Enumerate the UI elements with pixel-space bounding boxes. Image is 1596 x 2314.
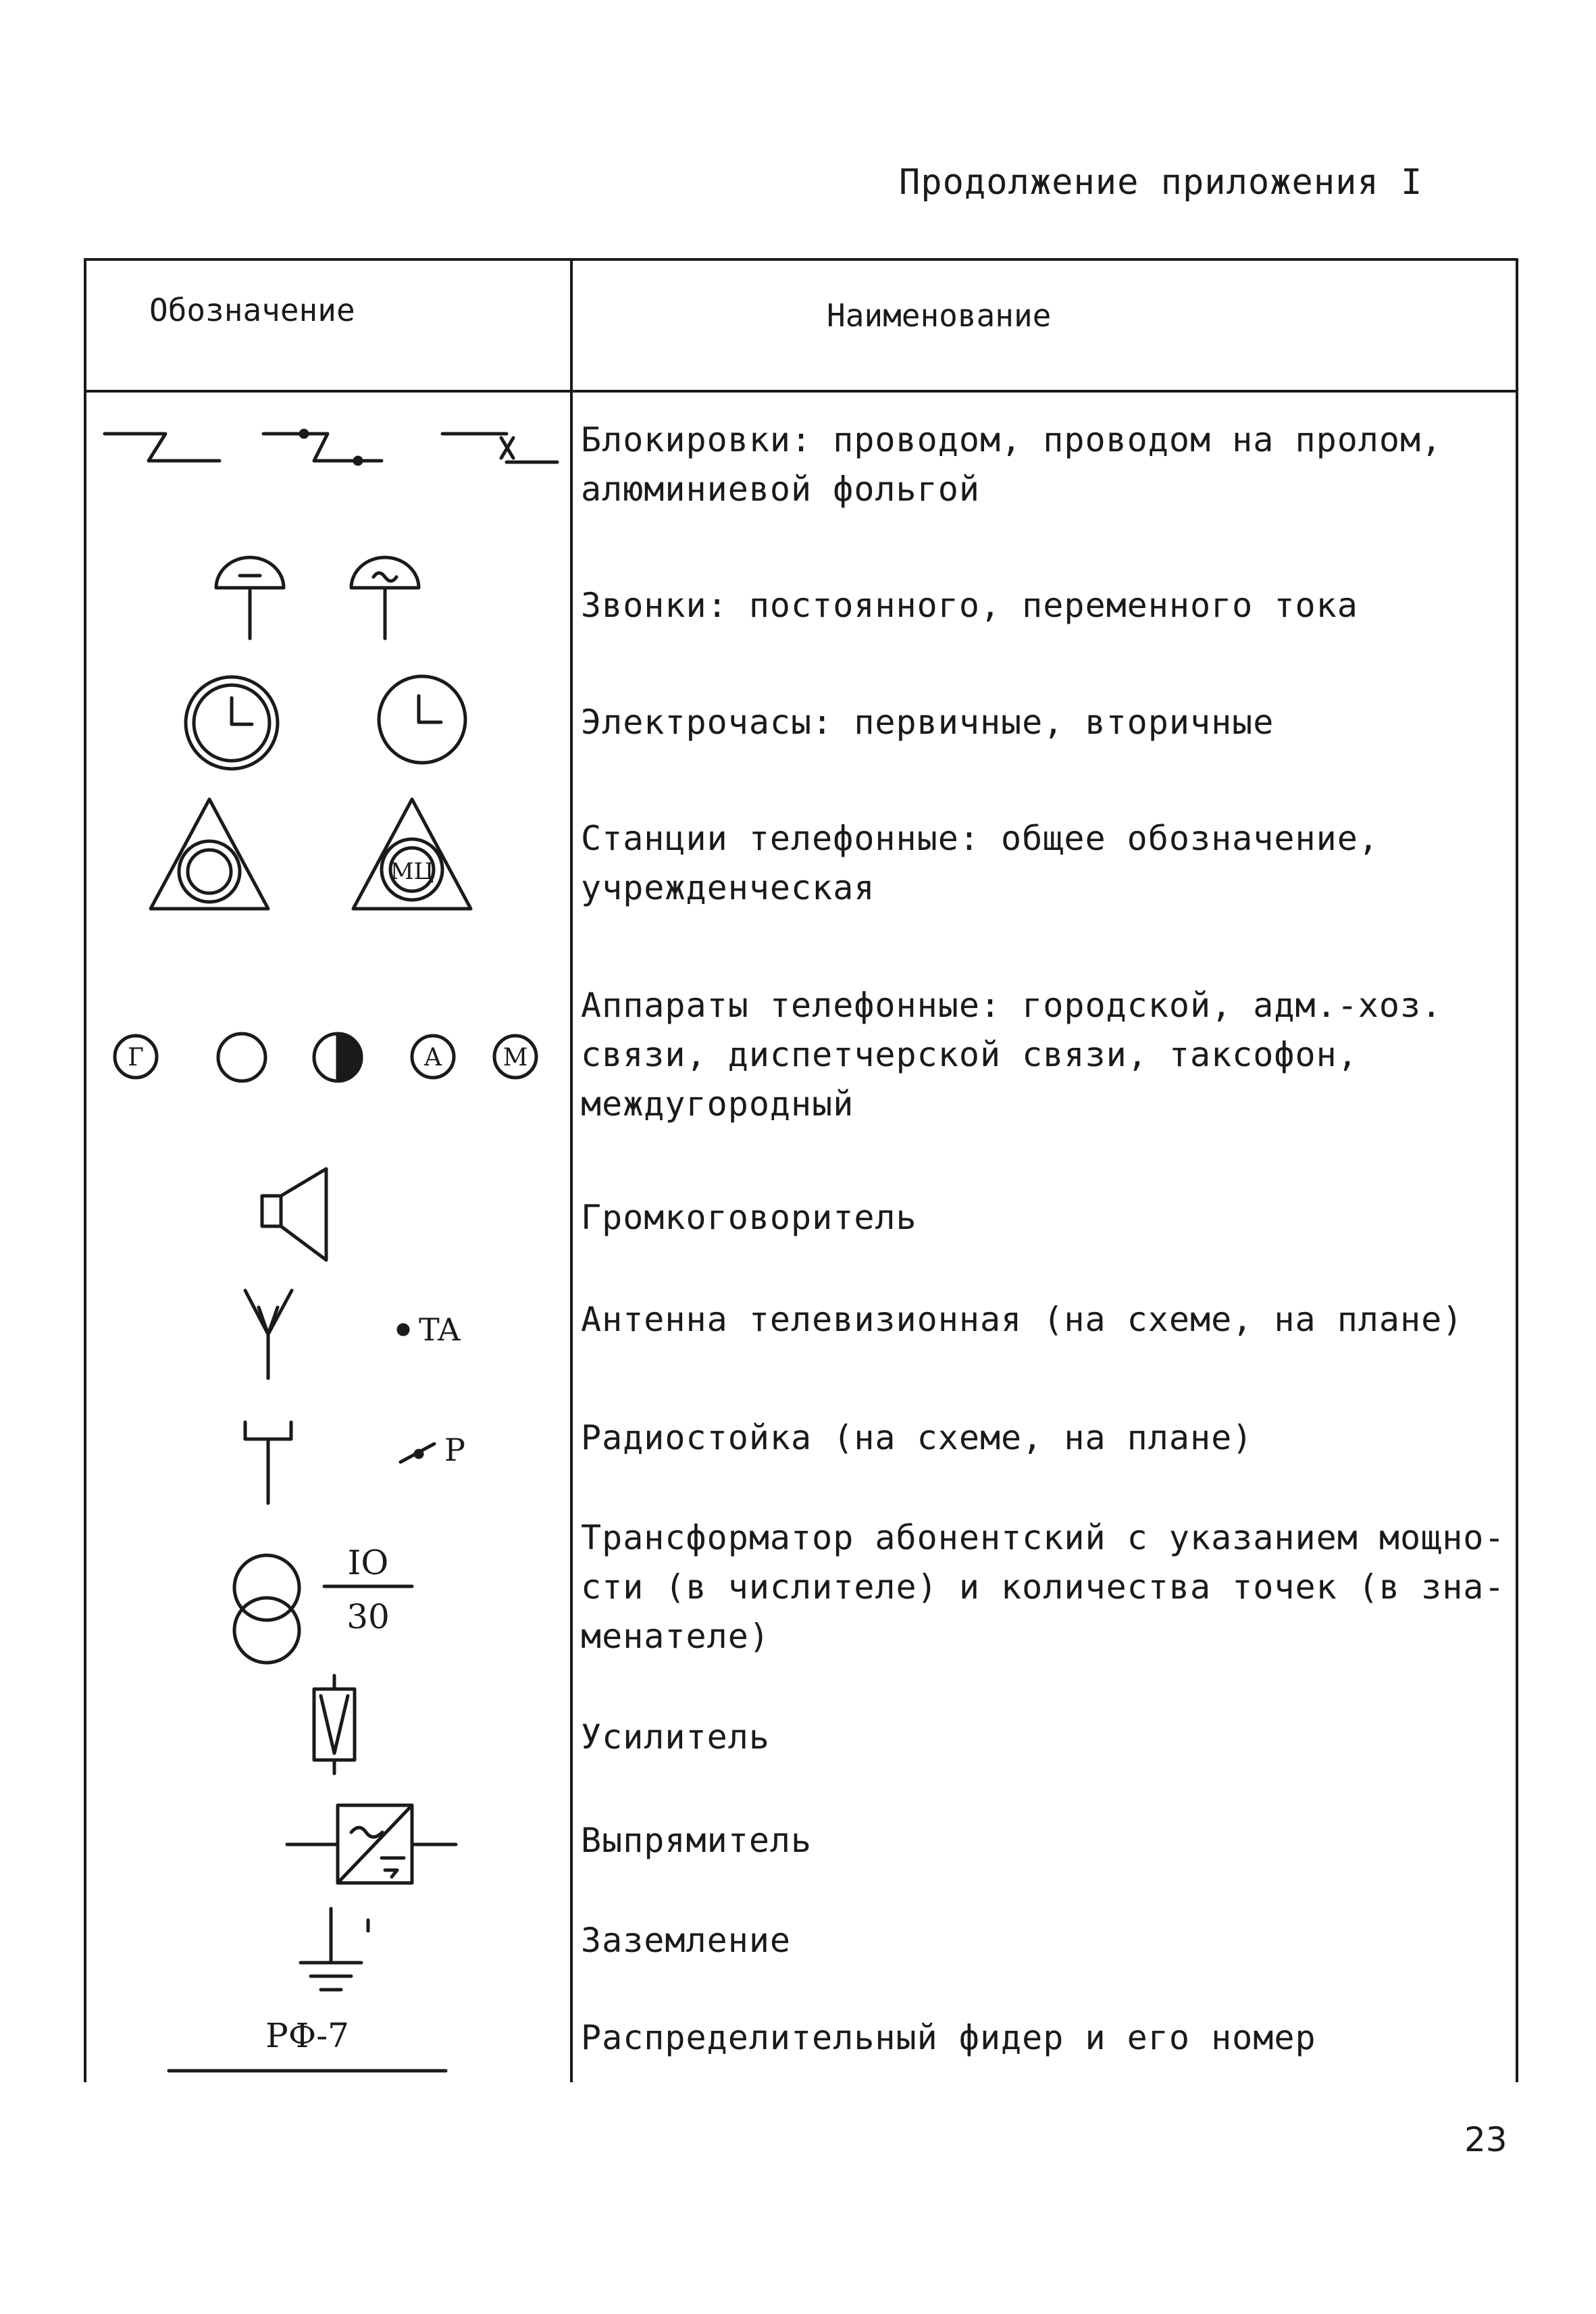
row-2-name: Звонки: постоянного, переменного тока xyxy=(581,586,1358,625)
transformer-numerator: IO xyxy=(347,1543,389,1582)
header-designation: Обозначение xyxy=(149,292,355,328)
page-number: 23 xyxy=(1464,2120,1508,2159)
telephone-payphone-letter: А xyxy=(423,1044,442,1072)
tv-antenna-plan-label: TA xyxy=(419,1311,461,1348)
svg-text:МЦ: МЦ xyxy=(390,858,434,885)
telephone-city-letter: Г xyxy=(128,1044,144,1072)
row-6-name: Громкоговоритель xyxy=(581,1198,917,1237)
telephone-longdistance-icon xyxy=(491,1032,540,1081)
grounding-icon xyxy=(294,1905,382,2000)
header-name: Наименование xyxy=(827,297,1052,334)
subscriber-transformer-icon xyxy=(226,1551,307,1669)
telephone-station-office-icon xyxy=(348,794,476,915)
feeder-label: РФ-7 xyxy=(265,2016,349,2055)
radio-stand-plan-icon xyxy=(397,1427,485,1474)
blocking-wire-icon xyxy=(101,426,223,473)
row-7-name: Антенна телевизионная (на схеме, на плане) xyxy=(581,1300,1464,1339)
row-1-name: Блокировки: проводом, проводом на пролом, алюминиевой фольгой xyxy=(581,420,1443,509)
continuation-caption: Продолжение приложения I xyxy=(899,162,1423,203)
table-left-border xyxy=(84,258,86,2082)
row-10-name: Усилитель xyxy=(581,1717,770,1757)
radio-stand-plan-label: P xyxy=(444,1432,465,1468)
transformer-denominator: 30 xyxy=(346,1597,390,1636)
tv-antenna-plan-icon xyxy=(395,1305,483,1353)
telephone-dispatch-icon xyxy=(311,1030,365,1084)
amplifier-icon xyxy=(307,1672,361,1777)
telephone-city-icon xyxy=(111,1032,160,1081)
blocking-wire-on-break-icon xyxy=(260,426,388,473)
tv-antenna-icon xyxy=(240,1287,297,1382)
bell-dc-icon xyxy=(213,554,287,645)
telephone-payphone-icon xyxy=(409,1032,457,1081)
bell-ac-icon xyxy=(348,554,422,645)
row-5-name: Аппараты телефонные: городской, адм.-хоз. связи, диспетчерской связи, таксофон, междугородный xyxy=(581,986,1443,1124)
telephone-admin-icon xyxy=(215,1030,269,1084)
column-divider xyxy=(570,258,573,2082)
rectifier-icon xyxy=(284,1797,459,1892)
row-13-name: Распределительный фидер и его номер xyxy=(581,2018,1316,2057)
blocking-foil-icon xyxy=(439,426,561,473)
distribution-feeder-icon xyxy=(165,2010,449,2084)
header-bottom-border xyxy=(84,390,1518,393)
table-top-border xyxy=(84,258,1518,261)
clock-secondary-icon xyxy=(375,672,469,767)
radio-stand-icon xyxy=(240,1419,297,1507)
row-12-name: Заземление xyxy=(581,1921,792,1960)
table-right-border xyxy=(1516,258,1518,2082)
clock-primary-icon xyxy=(181,672,282,774)
row-3-name: Электрочасы: первичные, вторичные xyxy=(581,703,1275,742)
loudspeaker-icon xyxy=(259,1165,333,1263)
row-4-name: Станции телефонные: общее обозначение, учрежденческая xyxy=(581,819,1379,907)
row-11-name: Выпрямитель xyxy=(581,1821,813,1860)
transformer-fraction xyxy=(321,1534,415,1649)
row-8-name: Радиостойка (на схеме, на плане) xyxy=(581,1418,1254,1457)
row-9-name: Трансформатор абонентский с указанием мощно- сти (в числителе) и количества точек (в зна- менателе) xyxy=(581,1518,1505,1656)
telephone-longdistance-letter: М xyxy=(503,1044,528,1072)
telephone-station-general-icon xyxy=(145,794,274,915)
